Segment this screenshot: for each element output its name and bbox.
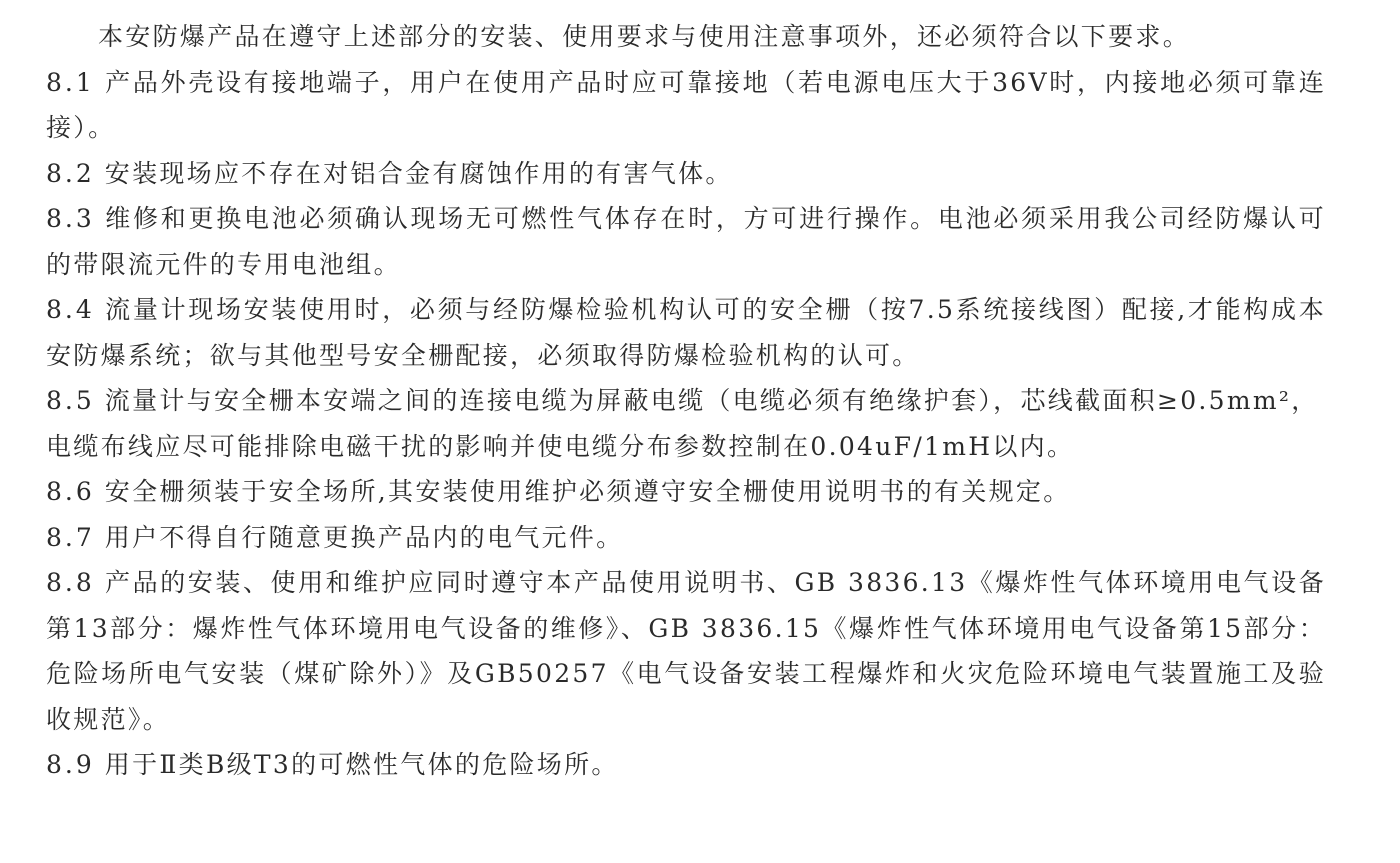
document-body bbox=[46, 14, 1326, 788]
item-text: 流量计与安全栅本安端之间的连接电缆为屏蔽电缆（电缆必须有绝缘护套），芯线截面积≥0.5mm²， bbox=[104, 386, 1319, 415]
list-item bbox=[46, 469, 1326, 515]
intro-paragraph: 本安防爆产品在遵守上述部分的安装、使用要求与使用注意事项外，还必须符合以下要求。 bbox=[98, 22, 1191, 51]
list-item bbox=[46, 287, 1326, 378]
list-item bbox=[46, 378, 1326, 424]
item-number: 8.7 bbox=[46, 522, 95, 552]
item-number: 8.3 bbox=[46, 204, 95, 233]
item-text: 维修和更换电池必须确认现场无可燃性气体存在时，方可进行操作。电池必须采用我公司经防爆认可的带限流元件的专用电池组。 bbox=[46, 204, 1326, 279]
list-item bbox=[46, 560, 1326, 742]
list-item bbox=[46, 742, 1326, 788]
item-number: 8.6 bbox=[46, 477, 95, 506]
item-text: 安全栅须装于安全场所,其安装使用维护必须遵守安全栅使用说明书的有关规定。 bbox=[104, 477, 1071, 506]
list-item bbox=[46, 515, 1326, 561]
item-number: 8.4 bbox=[46, 295, 95, 324]
item-number: 8.9 bbox=[46, 750, 95, 779]
item-text: 产品外壳设有接地端子，用户在使用产品时应可靠接地（若电源电压大于36V时，内接地必须可靠连接）。 bbox=[46, 67, 1326, 142]
item-text: 用于Ⅱ类B级T3的可燃性气体的危险场所。 bbox=[104, 750, 619, 779]
item-text: 流量计现场安装使用时，必须与经防爆检验机构认可的安全栅（按7.5系统接线图）配接,才能构成本安防爆系统；欲与其他型号安全栅配接，必须取得防爆检验机构的认可。 bbox=[46, 295, 1326, 370]
item-text: 产品的安装、使用和维护应同时遵守本产品使用说明书、GB 3836.13《爆炸性气体环境用电气设备第13部分：爆炸性气体环境用电气设备的维修》、GB 3836.15《爆炸性气体环境用电气设备第15部分：危险场所电气安装（煤矿除外）》及GB50257《电气设备安装工程爆炸和火灾危险环境电气装置施工及验收规范》。 bbox=[46, 568, 1326, 734]
item-text: 安装现场应不存在对铝合金有腐蚀作用的有害气体。 bbox=[104, 158, 733, 188]
item-number: 8.5 bbox=[46, 386, 95, 415]
list-item bbox=[46, 196, 1326, 287]
item-number: 8.2 bbox=[46, 158, 95, 188]
item-number: 8.1 bbox=[46, 67, 95, 97]
list-item-continuation: 电缆布线应尽可能排除电磁干扰的影响并使电缆分布参数控制在0.04uF/1mH以内。 bbox=[46, 431, 1075, 461]
item-text: 用户不得自行随意更换产品内的电气元件。 bbox=[104, 522, 624, 552]
list-item bbox=[46, 60, 1326, 151]
list-item bbox=[46, 151, 1326, 197]
item-number: 8.8 bbox=[46, 568, 95, 597]
